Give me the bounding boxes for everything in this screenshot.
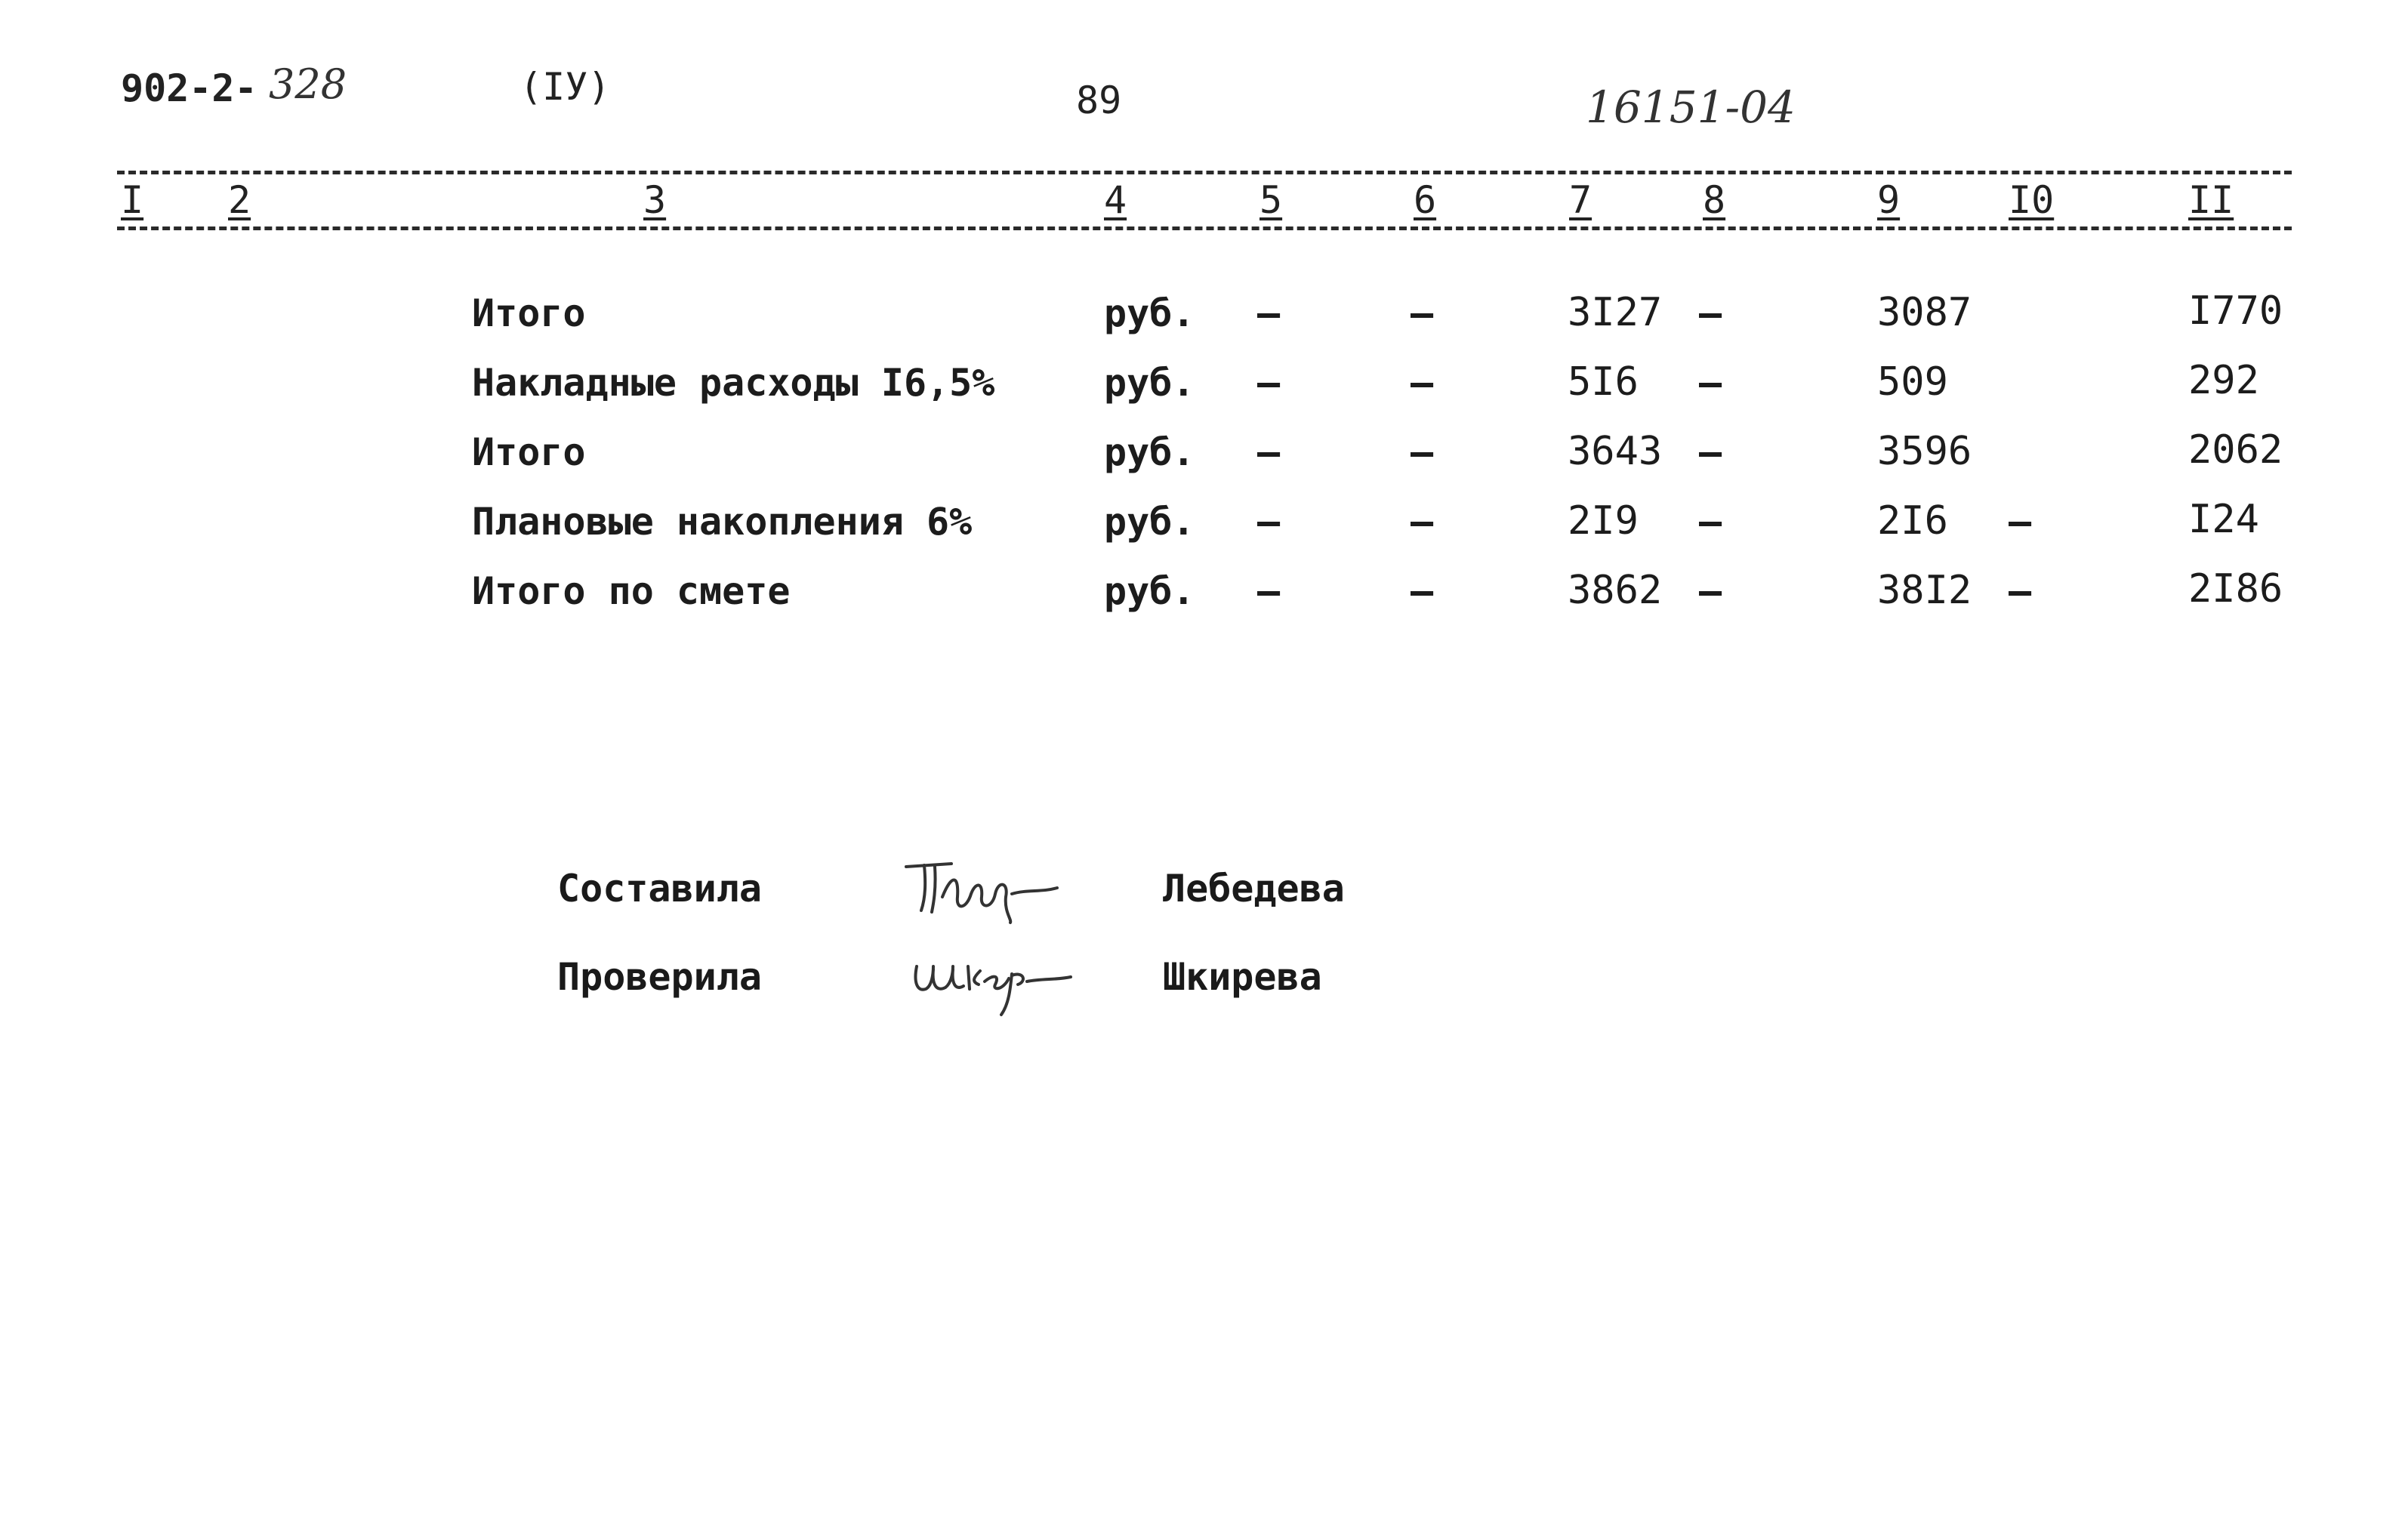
- row-col5: –: [1257, 430, 1281, 474]
- row-col6: –: [1411, 430, 1434, 474]
- column-number-3: 3: [643, 178, 667, 222]
- checked-by-signature: [906, 936, 1080, 1019]
- row-col8: –: [1699, 430, 1722, 474]
- row-name: Итого: [472, 430, 586, 474]
- row-col11: I24: [2188, 497, 2259, 542]
- row-col5: –: [1257, 291, 1281, 335]
- column-number-2: 2: [228, 178, 251, 222]
- row-name: Итого: [472, 291, 586, 335]
- row-col11: 2062: [2188, 427, 2283, 473]
- row-unit: руб.: [1104, 291, 1195, 335]
- column-number-4: 4: [1104, 178, 1127, 222]
- page-number: 89: [1076, 79, 1122, 122]
- row-col11: 2I86: [2188, 566, 2283, 612]
- row-col8: –: [1699, 291, 1722, 335]
- row-col9: 509: [1877, 359, 1948, 405]
- row-col7: 3643: [1568, 429, 1663, 474]
- row-col7: 3I27: [1568, 290, 1663, 335]
- part-number: (IУ): [520, 65, 611, 109]
- row-col9: 38I2: [1877, 568, 1972, 613]
- row-col10: –: [2009, 569, 2032, 613]
- column-number-10: I0: [2009, 178, 2055, 222]
- handwritten-reference: 16151-04: [1586, 82, 1796, 133]
- row-unit: руб.: [1104, 569, 1195, 613]
- document-code-handwritten: 328: [269, 60, 347, 108]
- row-name: Итого по смете: [472, 569, 791, 613]
- row-col5: –: [1257, 500, 1281, 544]
- column-number-1: I: [121, 178, 144, 222]
- row-col10: –: [2009, 500, 2032, 544]
- checked-by-label: Проверила: [557, 955, 762, 999]
- row-col7: 3862: [1568, 568, 1663, 613]
- row-col9: 3087: [1877, 290, 1972, 335]
- table-bottom-rule: [117, 226, 2292, 230]
- row-col8: –: [1699, 569, 1722, 613]
- column-number-7: 7: [1569, 178, 1592, 222]
- row-col6: –: [1411, 500, 1434, 544]
- row-col5: –: [1257, 569, 1281, 613]
- row-col6: –: [1411, 569, 1434, 613]
- document-code: 902-2-: [121, 66, 257, 110]
- row-name: Накладные расходы I6,5%: [472, 361, 995, 405]
- column-number-6: 6: [1414, 178, 1437, 222]
- row-col6: –: [1411, 361, 1434, 405]
- column-number-5: 5: [1259, 178, 1283, 222]
- row-col7: 2I9: [1568, 498, 1639, 544]
- row-col5: –: [1257, 361, 1281, 405]
- row-col11: I770: [2188, 288, 2283, 334]
- row-col6: –: [1411, 291, 1434, 335]
- column-number-11: II: [2188, 178, 2234, 222]
- row-unit: руб.: [1104, 500, 1195, 544]
- compiled-by-signature: [899, 844, 1072, 927]
- row-unit: руб.: [1104, 430, 1195, 474]
- row-name: Плановые накопления 6%: [472, 500, 973, 544]
- column-number-9: 9: [1877, 178, 1901, 222]
- compiled-by-name: Лебедева: [1163, 867, 1345, 911]
- row-unit: руб.: [1104, 361, 1195, 405]
- row-col8: –: [1699, 500, 1722, 544]
- compiled-by-label: Составила: [557, 867, 762, 911]
- row-col11: 292: [2188, 358, 2259, 403]
- column-number-8: 8: [1703, 178, 1726, 222]
- row-col9: 2I6: [1877, 498, 1948, 544]
- row-col7: 5I6: [1568, 359, 1639, 405]
- row-col9: 3596: [1877, 429, 1972, 474]
- row-col8: –: [1699, 361, 1722, 405]
- table-top-rule: [117, 171, 2292, 174]
- checked-by-name: Шкирева: [1163, 955, 1322, 999]
